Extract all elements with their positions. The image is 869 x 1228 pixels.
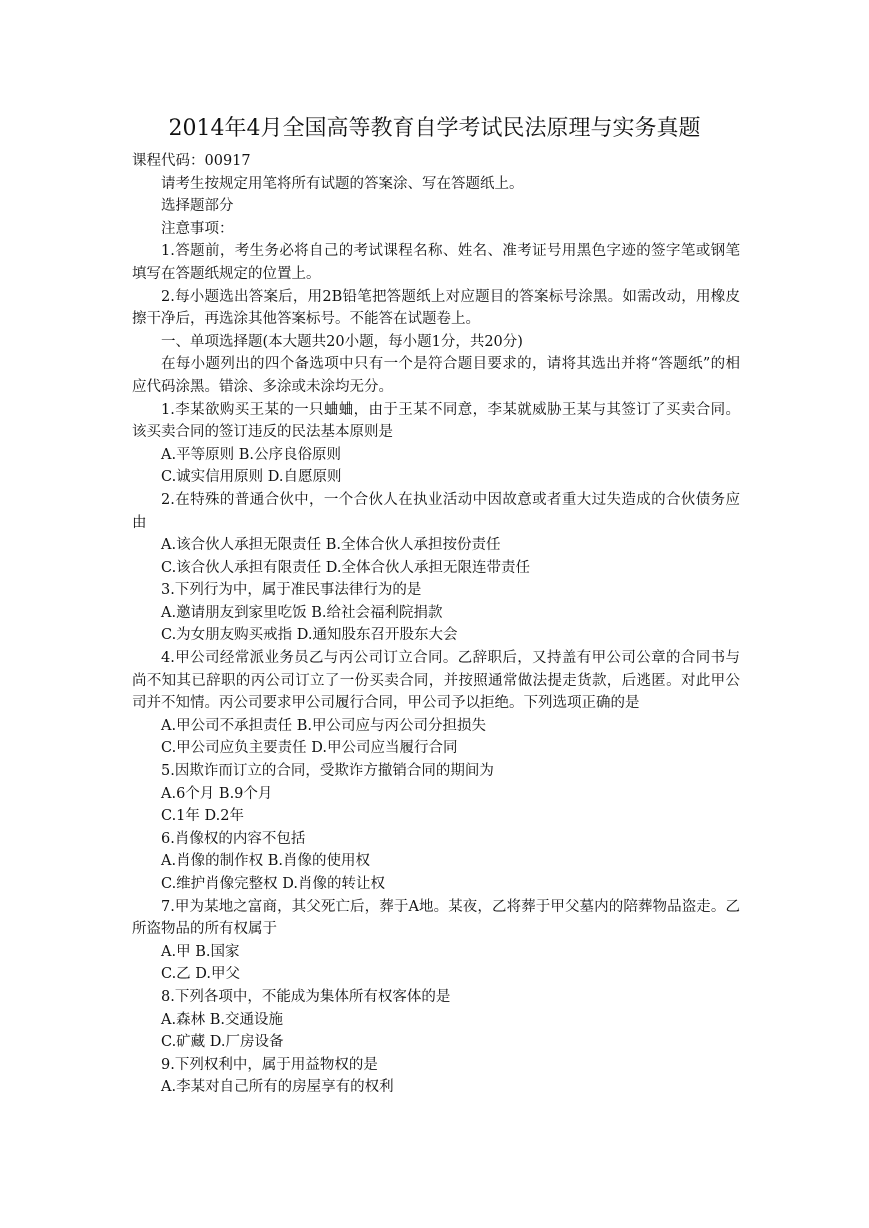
question-stem: 4.甲公司经常派业务员乙与丙公司订立合同。乙辞职后，又持盖有甲公司公章的合同书与尚不知其已辞职的丙公司订立了一份买卖合同，并按照通常做法提走货款，后逃匿。对此甲公司并不知情。丙公司要求甲公司履行合同，甲公司予以拒绝。下列选项正确的是 xyxy=(132,650,740,712)
question-stem: 7.甲为某地之富商，其父死亡后，葬于A地。某夜，乙将葬于甲父墓内的陪葬物品盗走。乙所盗物品的所有权属于 xyxy=(132,898,740,938)
question-5 xyxy=(132,760,740,828)
notes-heading: 注意事项： xyxy=(161,220,234,237)
question-stem: 8.下列各项中，不能成为集体所有权客体的是 xyxy=(161,988,451,1005)
question-9 xyxy=(132,1054,740,1099)
question-1 xyxy=(132,399,740,489)
part-instruction: 在每小题列出的四个备选项中只有一个是符合题目要求的，请将其选出并将“答题纸”的相应代码涂黑。错涂、多涂或未涂均无分。 xyxy=(132,356,740,395)
question-options: C.该合伙人承担有限责任 D.全体合伙人承担无限连带责任 xyxy=(161,559,531,576)
section-label: 选择题部分 xyxy=(161,198,234,215)
question-options: A.甲公司不承担责任 B.甲公司应与丙公司分担损失 xyxy=(161,717,486,734)
part-heading: 一、单项选择题(本大题共20小题，每小题1分，共20分) xyxy=(161,333,523,350)
question-options: A.平等原则 B.公序良俗原则 xyxy=(161,446,341,463)
question-options: A.该合伙人承担无限责任 B.全体合伙人承担按份责任 xyxy=(161,537,501,554)
question-options: A.邀请朋友到家里吃饭 B.给社会福利院捐款 xyxy=(161,604,443,621)
question-options: C.甲公司应负主要责任 D.甲公司应当履行合同 xyxy=(161,740,458,757)
question-options: C.诚实信用原则 D.自愿原则 xyxy=(161,469,342,486)
question-options: A.森林 B.交通设施 xyxy=(161,1011,283,1028)
question-stem: 9.下列权利中，属于用益物权的是 xyxy=(161,1056,378,1073)
question-options: C.为女朋友购买戒指 D.通知股东召开股东大会 xyxy=(161,627,458,644)
question-4 xyxy=(132,647,740,760)
course-code: 课程代码：00917 xyxy=(132,153,251,169)
question-2 xyxy=(132,489,740,579)
question-stem: 2.在特殊的普通合伙中，一个合伙人在执业活动中因故意或者重大过失造成的合伙债务应由 xyxy=(132,491,740,531)
question-7 xyxy=(132,896,740,986)
note-2: 2.每小题选出答案后，用2B铅笔把答题纸上对应题目的答案标号涂黑。如需改动，用橡皮擦干净后，再选涂其他答案标号。不能答在试题卷上。 xyxy=(132,288,740,328)
question-options: C.维护肖像完整权 D.肖像的转让权 xyxy=(161,876,386,892)
question-options: A.肖像的制作权 B.肖像的使用权 xyxy=(161,853,370,870)
question-options: A.6个月 B.9个月 xyxy=(161,785,273,802)
question-6 xyxy=(132,828,740,896)
question-options: C.矿藏 D.厂房设备 xyxy=(161,1034,284,1051)
question-options: C.1年 D.2年 xyxy=(161,808,244,825)
document-title: 2014年4月全国高等教育自学考试民法原理与实务真题 xyxy=(168,116,701,141)
document-body xyxy=(132,150,740,1099)
question-options: A.甲 B.国家 xyxy=(161,943,240,960)
exam-instruction: 请考生按规定用笔将所有试题的答案涂、写在答题纸上。 xyxy=(161,175,524,192)
question-options: C.乙 D.甲父 xyxy=(161,966,241,983)
note-1: 1.答题前，考生务必将自己的考试课程名称、姓名、准考证号用黑色字迹的签字笔或钢笔填写在答题纸规定的位置上。 xyxy=(132,243,740,282)
question-stem: 5.因欺诈而订立的合同，受欺诈方撤销合同的期间为 xyxy=(161,763,494,780)
question-options: A.李某对自己所有的房屋享有的权利 xyxy=(161,1079,394,1096)
question-stem: 1.李某欲购买王某的一只蛐蛐，由于王某不同意，李某就威胁王某与其签订了买卖合同。该买卖合同的签订违反的民法基本原则是 xyxy=(132,401,740,441)
question-8 xyxy=(132,986,740,1054)
question-stem: 3.下列行为中，属于准民事法律行为的是 xyxy=(161,582,422,599)
question-3 xyxy=(132,579,740,647)
question-stem: 6.肖像权的内容不包括 xyxy=(161,830,306,847)
